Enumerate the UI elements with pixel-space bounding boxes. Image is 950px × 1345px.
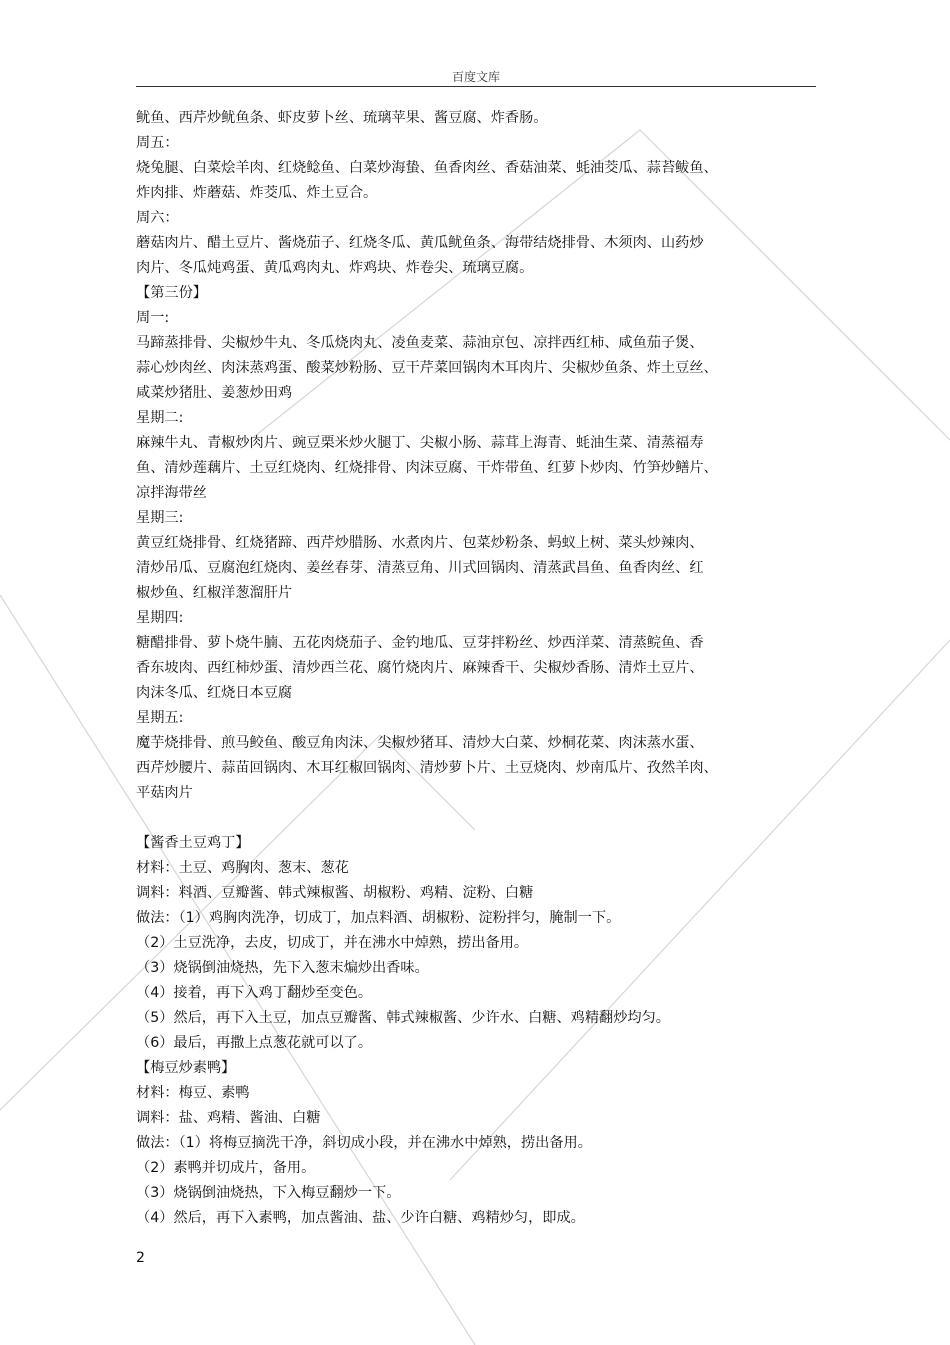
text-line: （3）烧锅倒油烧热，先下入葱末煸炒出香味。	[136, 960, 429, 976]
header-title: 百度文库	[451, 70, 500, 84]
text-line: 蒜心炒肉丝、肉沫蒸鸡蛋、酸菜炒粉肠、豆干芹菜回锅肉木耳肉片、尖椒炒鱼条、炸土豆丝、	[136, 360, 718, 376]
text-line: 平菇肉片	[136, 785, 193, 801]
text-line: 调料：盐、鸡精、酱油、白糖	[136, 1110, 321, 1126]
text-line: （5）然后，再下入土豆，加点豆瓣酱、韩式辣椒酱、少许水、白糖、鸡精翻炒均匀。	[136, 1010, 670, 1026]
text-line: 炸肉排、炸蘑菇、炸茭瓜、炸土豆合。	[136, 185, 378, 201]
text-line: （2）土豆洗净，去皮，切成丁，并在沸水中焯熟，捞出备用。	[136, 935, 529, 951]
text-line: 周六：	[136, 210, 179, 226]
text-line: 凉拌海带丝	[136, 485, 207, 501]
text-line: 星期五:	[136, 710, 184, 726]
text-line: （4）接着，再下入鸡丁翻炒至变色。	[136, 985, 373, 1001]
text-line: 星期三:	[136, 510, 184, 526]
text-line: （2）素鸭并切成片，备用。	[136, 1160, 316, 1176]
text-line: 材料：梅豆、素鸭	[136, 1085, 250, 1101]
text-line: 烧兔腿、白菜烩羊肉、红烧鲶鱼、白菜炒海蛰、鱼香肉丝、香菇油菜、蚝油茭瓜、蒜苔鲅鱼、	[136, 160, 718, 176]
text-line: 咸菜炒猪肚、姜葱炒田鸡	[136, 385, 293, 401]
text-line: 麻辣牛丸、青椒炒肉片、豌豆栗米炒火腿丁、尖椒小肠、蒜茸上海青、蚝油生菜、清蒸福寿	[136, 435, 704, 451]
text-line: 【梅豆炒素鸭】	[136, 1060, 236, 1076]
text-line: 【第三份】	[136, 285, 207, 301]
text-line: 清炒吊瓜、豆腐泡红烧肉、姜丝春芽、清蒸豆角、川式回锅肉、清蒸武昌鱼、鱼香肉丝、红	[136, 560, 704, 576]
text-line: 肉片、冬瓜炖鸡蛋、黄瓜鸡肉丸、炸鸡块、炸卷尖、琉璃豆腐。	[136, 260, 534, 276]
text-line: 周一:	[136, 310, 170, 326]
text-line: （4）然后，再下入素鸭，加点酱油、盐、少许白糖、鸡精炒匀，即成。	[136, 1210, 585, 1226]
text-line: 做法：（1）鸡胸肉洗净，切成丁，加点料酒、胡椒粉、淀粉拌匀，腌制一下。	[136, 910, 621, 926]
text-line: 香东坡肉、西红柿炒蛋、清炒西兰花、腐竹烧肉片、麻辣香干、尖椒炒香肠、清炸土豆片、	[136, 660, 704, 676]
text-line: 肉沫冬瓜、红烧日本豆腐	[136, 685, 293, 701]
text-line	[136, 806, 746, 831]
text-line: 椒炒鱼、红椒洋葱溜肝片	[136, 585, 293, 601]
text-line: 【酱香土豆鸡丁】	[136, 835, 250, 851]
text-line: 糖醋排骨、萝卜烧牛腩、五花肉烧茄子、金钓地瓜、豆芽拌粉丝、炒西洋菜、清蒸鲩鱼、香	[136, 635, 704, 651]
text-line: 周五：	[136, 135, 179, 151]
text-line: 星期二:	[136, 410, 184, 426]
text-line: 魔芋烧排骨、煎马鲛鱼、酸豆角肉沫、尖椒炒猪耳、清炒大白菜、炒桐花菜、肉沫蒸水蛋、	[136, 735, 704, 751]
text-line: 马蹄蒸排骨、尖椒炒牛丸、冬瓜烧肉丸、凌鱼麦菜、蒜油京包、凉拌西红柿、咸鱼茄子煲、	[136, 335, 704, 351]
page-number: 2	[136, 1250, 145, 1266]
text-line: 西芹炒腰片、蒜苗回锅肉、木耳红椒回锅肉、清炒萝卜片、土豆烧肉、炒南瓜片、孜然羊肉、	[136, 760, 718, 776]
text-line: 材料：土豆、鸡胸肉、葱末、葱花	[136, 860, 349, 876]
text-line: 蘑菇肉片、醋土豆片、酱烧茄子、红烧冬瓜、黄瓜鱿鱼条、海带结烧排骨、木须肉、山药炒	[136, 235, 704, 251]
text-line: 做法：（1）将梅豆摘洗干净，斜切成小段，并在沸水中焯熟，捞出备用。	[136, 1135, 592, 1151]
text-line: 鱿鱼、西芹炒鱿鱼条、虾皮萝卜丝、琉璃苹果、酱豆腐、炸香肠。	[136, 110, 548, 126]
text-line: 调料：料酒、豆瓣酱、韩式辣椒酱、胡椒粉、鸡精、淀粉、白糖	[136, 885, 534, 901]
text-line: 黄豆红烧排骨、红烧猪蹄、西芹炒腊肠、水煮肉片、包菜炒粉条、蚂蚁上树、菜头炒辣肉、	[136, 535, 704, 551]
text-line: （6）最后，再撒上点葱花就可以了。	[136, 1035, 373, 1051]
text-line: 鱼、清炒莲藕片、土豆红烧肉、红烧排骨、肉沫豆腐、干炸带鱼、红萝卜炒肉、竹笋炒鳝片、	[136, 460, 718, 476]
header-divider	[136, 86, 816, 87]
text-line: 星期四:	[136, 610, 184, 626]
document-body	[136, 106, 746, 1231]
text-line: （3）烧锅倒油烧热，下入梅豆翻炒一下。	[136, 1185, 401, 1201]
